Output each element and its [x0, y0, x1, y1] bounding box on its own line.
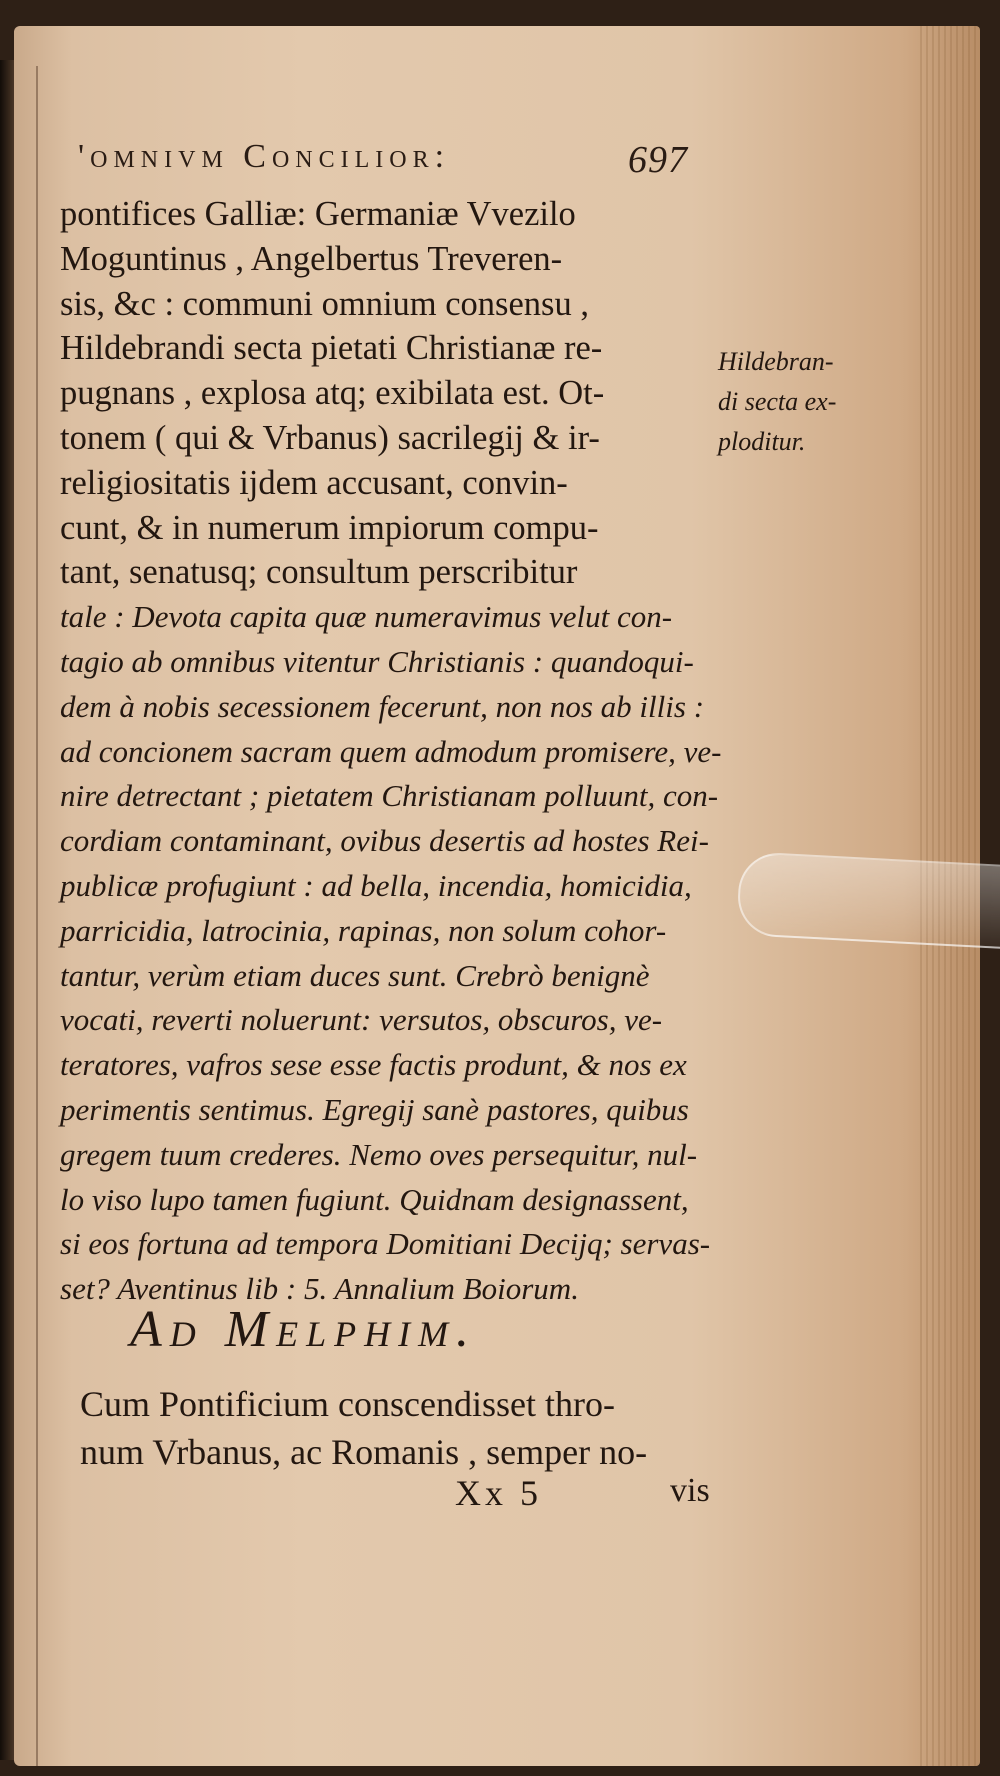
margin-note-line: ploditur. — [718, 427, 806, 456]
text-line: teratores, vafros sese esse factis produnt, & nos ex — [60, 1047, 687, 1083]
text-line: ad concionem sacram quem admodum promisere, ve- — [60, 733, 722, 769]
margin-note-line: Hildebran- — [718, 347, 834, 376]
text-line: Hildebrandi secta pietati Christianæ re- — [60, 329, 603, 368]
text-line: cordiam contaminant, ovibus desertis ad hostes Rei- — [60, 823, 709, 859]
text-line: sis, &c : communi omnium consensu , — [60, 284, 589, 323]
text-line: pugnans , explosa atq; exibilata est. Ot- — [60, 374, 605, 413]
text-line: vocati, reverti noluerunt: versutos, obscuros, ve- — [60, 1002, 663, 1038]
page-header — [60, 138, 760, 188]
text-line: Moguntinus , Angelbertus Treveren- — [60, 239, 563, 278]
text-line: lo viso lupo tamen fugiunt. Quidnam designassent, — [60, 1181, 689, 1217]
text-line: tantur, verùm etiam duces sunt. Crebrò benignè — [60, 957, 650, 993]
text-line: nire detrectant ; pietatem Christianam polluunt, con- — [60, 778, 719, 814]
section-text-block — [80, 1380, 730, 1476]
text-line: cunt, & in numerum impiorum compu- — [60, 508, 599, 547]
running-title: 'omnivm Concilior: — [78, 138, 451, 175]
text-line: gregem tuum crederes. Nemo oves persequitur, nul- — [60, 1136, 698, 1172]
binding-edge — [0, 60, 14, 1760]
text-line: set? Aventinus lib : 5. Annalium Boiorum. — [60, 1271, 579, 1307]
text-line: parricidia, latrocinia, rapinas, non solum cohor- — [60, 912, 667, 948]
text-line: Cum Pontificium conscendisset thro- — [80, 1384, 615, 1424]
page-number: 697 — [628, 139, 688, 181]
text-line: tonem ( qui & Vrbanus) sacrilegij & ir- — [60, 418, 600, 457]
text-line: publicæ profugiunt : ad bella, incendia, homicidia, — [60, 867, 692, 903]
main-text-block — [60, 192, 722, 1312]
signature-mark: Xx 5 — [455, 1473, 542, 1513]
text-line: dem à nobis secessionem fecerunt, non nos ab illis : — [60, 688, 705, 724]
catchword: vis — [670, 1472, 710, 1509]
text-line: tant, senatusq; consultum perscribitur — [60, 553, 578, 592]
marginal-note — [718, 342, 838, 462]
margin-note-line: di secta ex- — [718, 387, 837, 416]
text-line: num Vrbanus, ac Romanis , semper no- — [80, 1432, 648, 1472]
text-line: perimentis sentimus. Egregij sanè pastores, quibus — [60, 1091, 689, 1127]
text-line: pontifices Galliæ: Germaniæ Vvezilo — [60, 195, 576, 233]
text-line: tale : Devota capita quæ numeravimus velut con- — [60, 599, 673, 635]
section-heading: Ad Melphim. — [130, 1301, 478, 1358]
text-line: si eos fortuna ad tempora Domitiani Decijq; servas- — [60, 1226, 711, 1262]
text-line: religiositatis ijdem accusant, convin- — [60, 463, 568, 502]
gutter-line — [36, 66, 38, 1766]
text-line: tagio ab omnibus vitentur Christianis : quandoqui- — [60, 643, 694, 679]
